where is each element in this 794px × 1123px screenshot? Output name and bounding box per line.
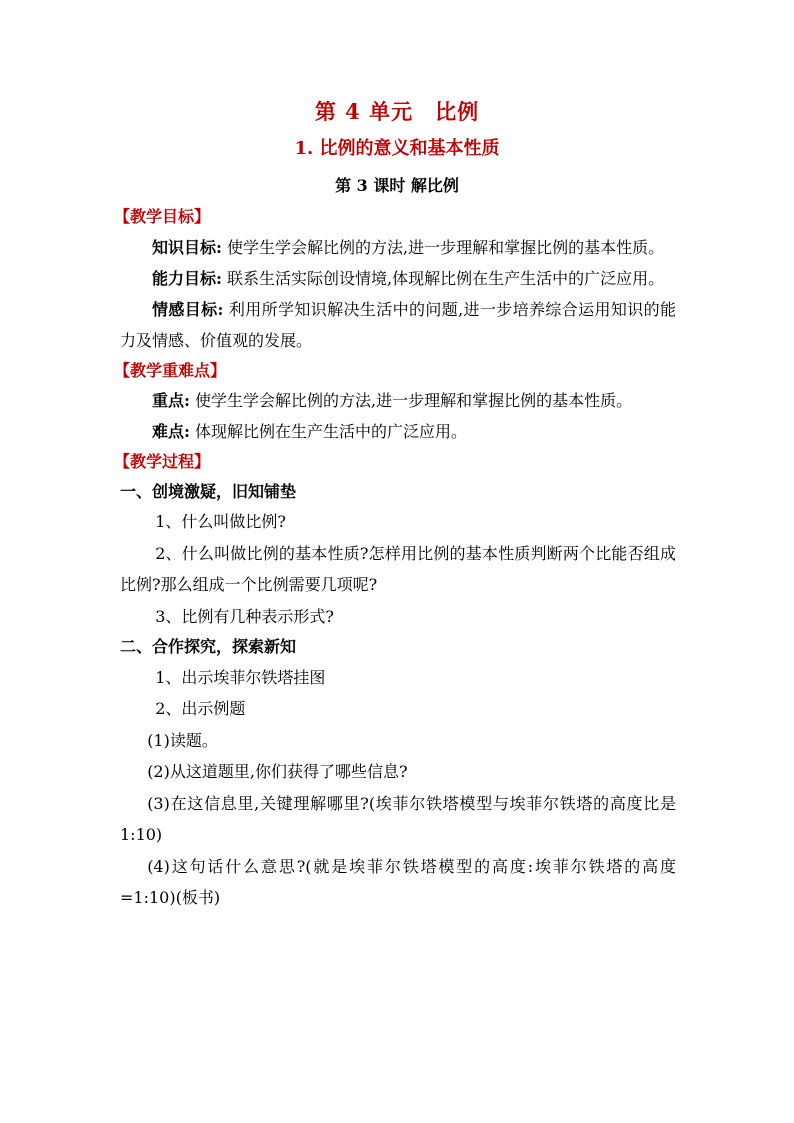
lesson-title: 1. 比例的意义和基本性质 [294,138,500,159]
emotion-objective-text: 利用所学知识解决生活中的问题,进一步培养综合运用知识的能力及情感、价值观的发展。 [120,299,676,350]
part2-sub-item-3: (3)在这信息里,关键理解哪里?(埃菲尔铁塔模型与埃菲尔铁塔的高度比是 1:10) [120,793,676,844]
part2-title: 二、合作探究，探索新知 [120,637,297,656]
key-point-label: 重点: [152,391,190,410]
key-points-heading: 【教学重难点】 [114,360,227,380]
part2-item-2: 2、出示例题 [155,699,246,718]
part2-sub-item-1: (1)读题。 [147,730,218,750]
part1-item-1: 1、什么叫做比例? [155,512,286,531]
difficulty-point-text: 体现解比例在生产生活中的广泛应用。 [189,422,468,441]
unit-title: 第 4 单元 比例 [314,99,480,124]
emotion-objective-label: 情感目标: [152,299,224,319]
ability-objective [120,263,676,294]
part2-sub-item-2: (2)从这道题里,你们获得了哪些信息? [147,762,408,781]
part1-item-2: 2、什么叫做比例的基本性质?怎样用比例的基本性质判断两个比能否组成比例?那么组成一个比例需要几项呢? [120,543,676,594]
knowledge-objective-text: 使学生学会解比例的方法,进一步理解和掌握比例的基本性质。 [221,237,665,257]
process-heading: 【教学过程】 [114,452,211,471]
objectives-heading: 【教学目标】 [114,207,211,226]
ability-objective-text: 联系生活实际创设情境,体现解比例在生产生活中的广泛应用。 [221,268,665,288]
knowledge-objective [120,232,676,263]
part2-item-1: 1、出示埃菲尔铁塔挂图 [155,667,326,687]
knowledge-objective-label: 知识目标: [152,237,222,257]
difficulty-point-label: 难点: [152,422,190,441]
document-body [114,202,676,914]
ability-objective-label: 能力目标: [152,268,222,288]
part1-title: 一、创境激疑，旧知铺垫 [120,481,297,501]
part2-sub-item-4: (4)这句话什么意思?(就是埃菲尔铁塔模型的高度:埃菲尔铁塔的高度=1:10)(板书) [120,856,676,907]
emotion-objective [120,294,676,356]
key-point [120,385,676,416]
key-point-text: 使学生学会解比例的方法,进一步理解和掌握比例的基本性质。 [189,391,633,410]
period-title: 第 3 课时 解比例 [335,176,459,195]
part1-item-3: 3、比例有几种表示形式? [155,606,334,626]
difficulty-point [120,416,676,447]
